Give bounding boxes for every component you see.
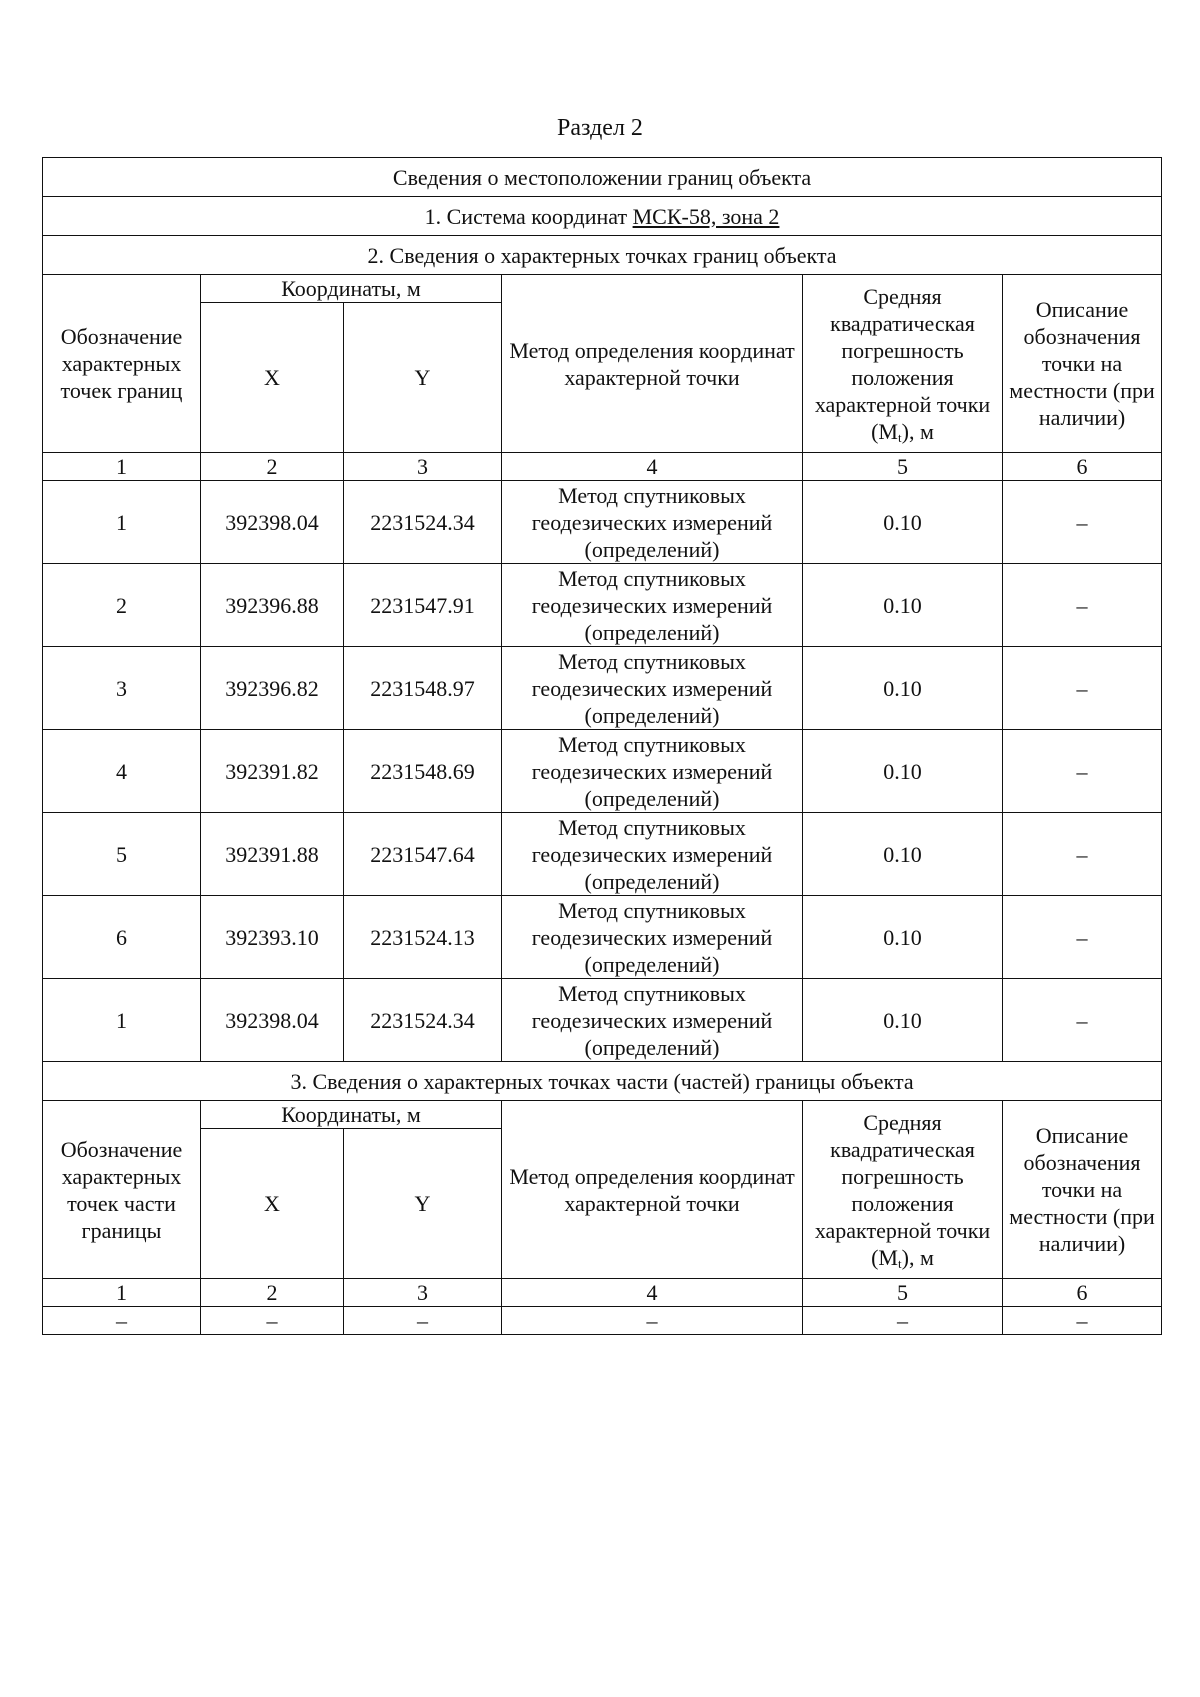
empty-cell: – <box>502 1307 803 1335</box>
method-cell: Метод спутниковых геодезических измерений (определений) <box>502 979 803 1062</box>
header-error-sub: t <box>898 429 902 445</box>
col-number: 6 <box>1003 453 1162 481</box>
col-number: 1 <box>43 1279 201 1307</box>
part3-header-description: Описание обозначения точки на местности (при наличии) <box>1003 1101 1162 1279</box>
header-error-suffix: ), м <box>901 418 934 444</box>
empty-cell: – <box>201 1307 344 1335</box>
table-title: Сведения о местоположении границ объекта <box>43 158 1162 197</box>
part3-header-designation: Обозначение характерных точек части границы <box>43 1101 201 1279</box>
y-coordinate-cell: 2231548.69 <box>344 730 502 813</box>
point-number-cell: 1 <box>43 481 201 564</box>
header-method: Метод определения координат характерной точки <box>502 275 803 453</box>
coord-system-label: 1. Система координат <box>424 203 633 229</box>
y-coordinate-cell: 2231524.34 <box>344 979 502 1062</box>
column-number-row <box>43 453 1162 481</box>
description-cell: – <box>1003 481 1162 564</box>
x-coordinate-cell: 392398.04 <box>201 979 344 1062</box>
header-x: X <box>201 303 344 453</box>
point-number-cell: 1 <box>43 979 201 1062</box>
description-cell: – <box>1003 896 1162 979</box>
method-cell: Метод спутниковых геодезических измерений (определений) <box>502 481 803 564</box>
description-cell: – <box>1003 813 1162 896</box>
x-coordinate-cell: 392396.88 <box>201 564 344 647</box>
method-cell: Метод спутниковых геодезических измерений (определений) <box>502 813 803 896</box>
col-number: 6 <box>1003 1279 1162 1307</box>
col-number: 4 <box>502 453 803 481</box>
coord-system-row <box>43 197 1162 236</box>
description-cell: – <box>1003 647 1162 730</box>
method-cell: Метод спутниковых геодезических измерений (определений) <box>502 730 803 813</box>
part3-header-error <box>803 1101 1003 1279</box>
part3-header-y: Y <box>344 1129 502 1279</box>
y-coordinate-cell: 2231547.64 <box>344 813 502 896</box>
part3-empty-row <box>43 1307 1162 1335</box>
section-title: Раздел 2 <box>557 115 643 141</box>
part3-header-error-suffix: ), м <box>901 1244 934 1270</box>
col-number: 1 <box>43 453 201 481</box>
point-number-cell: 3 <box>43 647 201 730</box>
method-cell: Метод спутниковых геодезических измерений (определений) <box>502 564 803 647</box>
col-number: 3 <box>344 453 502 481</box>
table-row <box>43 481 1162 564</box>
description-cell: – <box>1003 979 1162 1062</box>
description-cell: – <box>1003 730 1162 813</box>
table-row <box>43 730 1162 813</box>
part3-header-error-sub: t <box>898 1255 902 1271</box>
boundary-table <box>42 157 1162 1335</box>
table-row <box>43 813 1162 896</box>
col-number: 3 <box>344 1279 502 1307</box>
empty-cell: – <box>1003 1307 1162 1335</box>
part3-header-method: Метод определения координат характерной точки <box>502 1101 803 1279</box>
x-coordinate-cell: 392398.04 <box>201 481 344 564</box>
error-cell: 0.10 <box>803 896 1003 979</box>
x-coordinate-cell: 392391.82 <box>201 730 344 813</box>
error-cell: 0.10 <box>803 481 1003 564</box>
header-error-text: Средняя квадратическая погрешность положения характерной точки (M <box>814 283 991 444</box>
table-row <box>43 979 1162 1062</box>
y-coordinate-cell: 2231547.91 <box>344 564 502 647</box>
point-number-cell: 2 <box>43 564 201 647</box>
error-cell: 0.10 <box>803 979 1003 1062</box>
empty-cell: – <box>344 1307 502 1335</box>
x-coordinate-cell: 392391.88 <box>201 813 344 896</box>
table-row <box>43 564 1162 647</box>
description-cell: – <box>1003 564 1162 647</box>
coord-system-value: МСК-58, зона 2 <box>632 203 780 229</box>
part3-header-x: X <box>201 1129 344 1279</box>
col-number: 2 <box>201 453 344 481</box>
empty-cell: – <box>43 1307 201 1335</box>
header-y: Y <box>344 303 502 453</box>
part3-title: 3. Сведения о характерных точках части (частей) границы объекта <box>43 1062 1162 1101</box>
point-number-cell: 4 <box>43 730 201 813</box>
empty-cell: – <box>803 1307 1003 1335</box>
part3-header-error-text: Средняя квадратическая погрешность положения характерной точки (M <box>814 1109 991 1270</box>
header-coords: Координаты, м <box>201 275 502 303</box>
col-number: 5 <box>803 453 1003 481</box>
point-number-cell: 6 <box>43 896 201 979</box>
x-coordinate-cell: 392393.10 <box>201 896 344 979</box>
col-number: 2 <box>201 1279 344 1307</box>
error-cell: 0.10 <box>803 730 1003 813</box>
error-cell: 0.10 <box>803 564 1003 647</box>
method-cell: Метод спутниковых геодезических измерений (определений) <box>502 896 803 979</box>
error-cell: 0.10 <box>803 813 1003 896</box>
part2-title: 2. Сведения о характерных точках границ объекта <box>43 236 1162 275</box>
method-cell: Метод спутниковых геодезических измерений (определений) <box>502 647 803 730</box>
col-number: 4 <box>502 1279 803 1307</box>
error-cell: 0.10 <box>803 647 1003 730</box>
y-coordinate-cell: 2231548.97 <box>344 647 502 730</box>
y-coordinate-cell: 2231524.34 <box>344 481 502 564</box>
header-description: Описание обозначения точки на местности (при наличии) <box>1003 275 1162 453</box>
part3-column-number-row <box>43 1279 1162 1307</box>
header-error <box>803 275 1003 453</box>
table-row <box>43 647 1162 730</box>
header-designation: Обозначение характерных точек границ <box>43 275 201 453</box>
part3-header-coords: Координаты, м <box>201 1101 502 1129</box>
point-number-cell: 5 <box>43 813 201 896</box>
col-number: 5 <box>803 1279 1003 1307</box>
x-coordinate-cell: 392396.82 <box>201 647 344 730</box>
y-coordinate-cell: 2231524.13 <box>344 896 502 979</box>
table-row <box>43 896 1162 979</box>
